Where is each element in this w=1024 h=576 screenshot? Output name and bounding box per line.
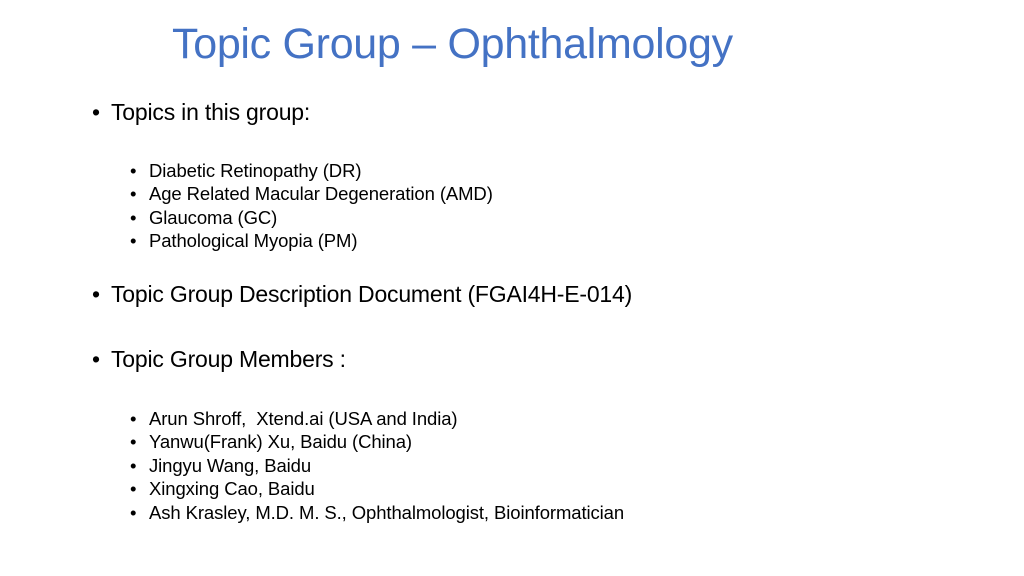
bullet-glyph: • [92,281,100,307]
bullet-glyph: • [92,346,100,372]
member-ash-krasley: Ash Krasley, M.D. M. S., Ophthalmologist, Bioinformatician [149,501,625,523]
bullet-glyph: • [130,478,137,500]
topics-heading: Topics in this group: [111,99,311,125]
bullet-glyph: • [92,99,100,125]
member-jingyu-wang: Jingyu Wang, Baidu [149,454,312,476]
topic-amd: Age Related Macular Degeneration (AMD) [149,183,493,205]
bullet-glyph: • [130,501,137,523]
member-xingxing-cao: Xingxing Cao, Baidu [149,478,315,500]
bullet-glyph: • [130,183,137,205]
bullet-glyph: • [130,230,137,252]
member-arun-shroff: Arun Shroff, Xtend.ai (USA and India) [149,408,458,429]
bullet-glyph: • [130,160,137,181]
bullet-glyph: • [130,408,137,429]
description-document: Topic Group Description Document (FGAI4H-E-014) [111,281,633,307]
members-heading: Topic Group Members : [111,346,346,372]
topic-dr: Diabetic Retinopathy (DR) [149,160,362,181]
slide-title: Topic Group – Ophthalmology [172,20,733,68]
bullet-glyph: • [130,431,137,453]
topic-gc: Glaucoma (GC) [149,206,278,228]
bullet-glyph: • [130,454,137,476]
member-yanwu-xu: Yanwu(Frank) Xu, Baidu (China) [149,431,412,453]
topic-pm: Pathological Myopia (PM) [149,230,358,252]
bullet-glyph: • [130,206,137,228]
